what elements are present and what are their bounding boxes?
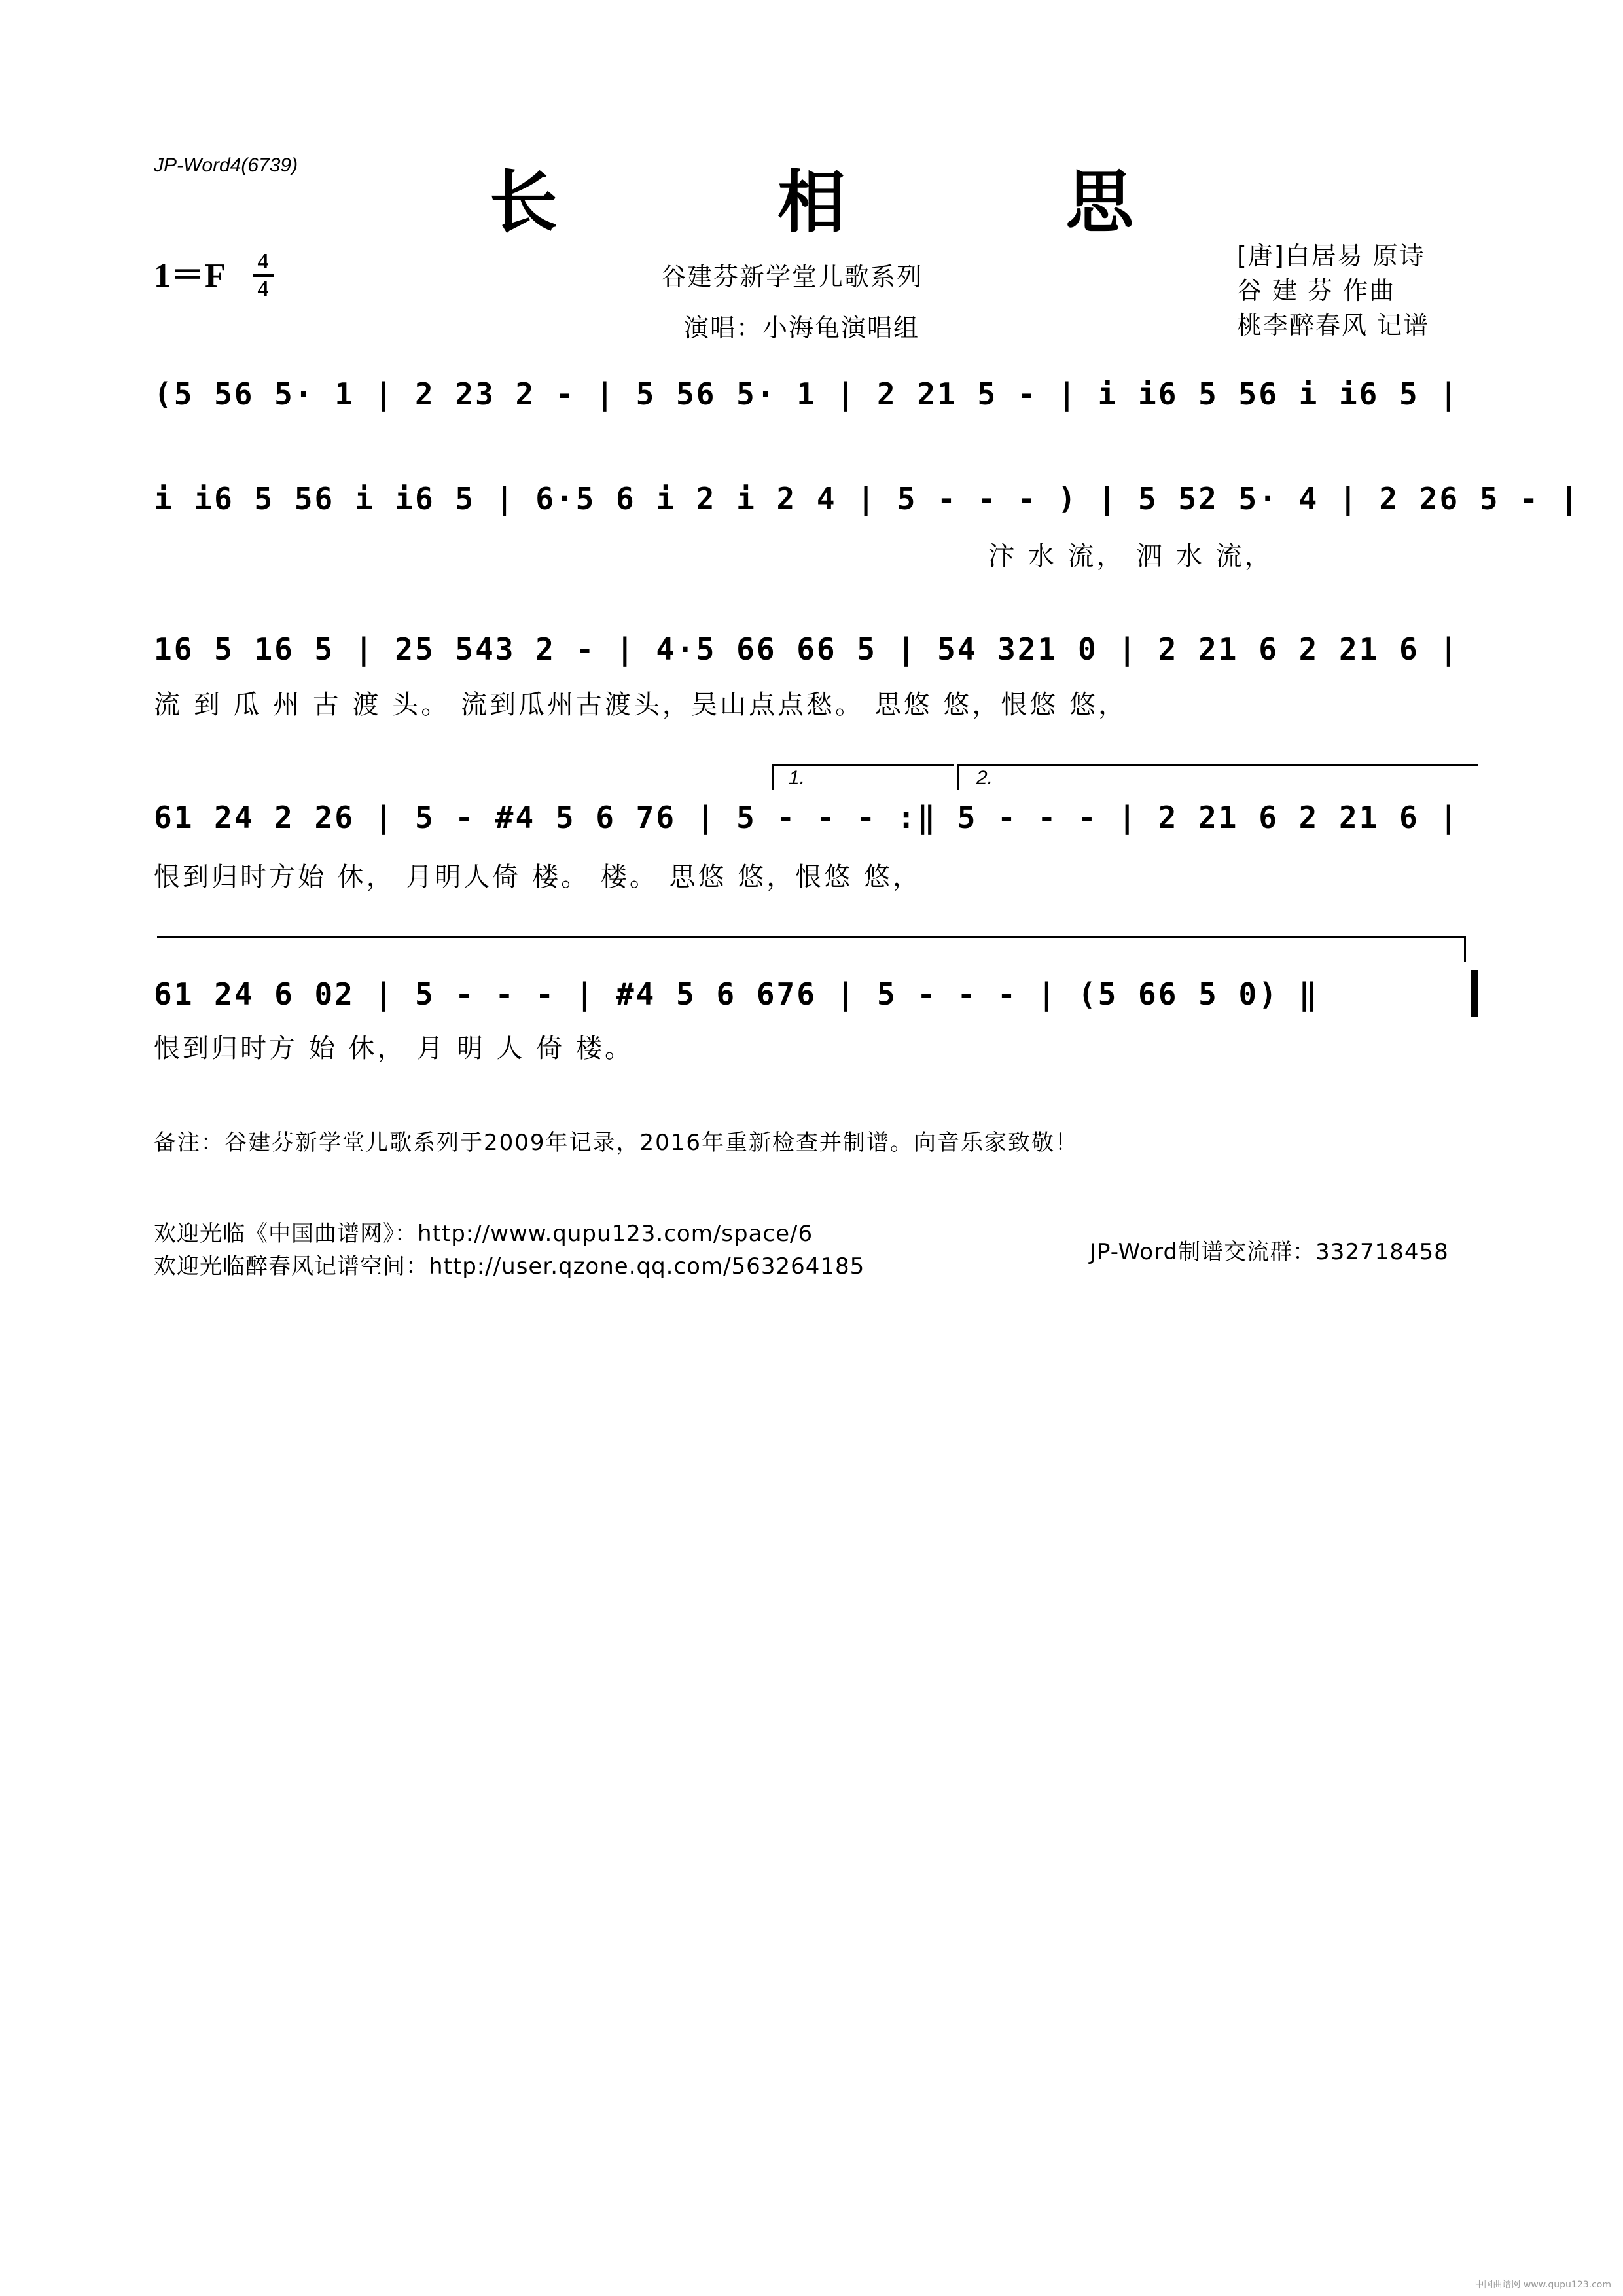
volta-1-bracket xyxy=(772,764,954,766)
time-signature-top: 4 xyxy=(257,249,269,274)
volta-2-hook xyxy=(957,764,959,790)
lyric-line-2: 汴 水 流， 泗 水 流， xyxy=(988,541,1274,571)
watermark-stamp: 中国曲谱网 www.qupu123.com xyxy=(1474,2280,1611,2290)
score-line-5: 61 24 6 02 | 5 - - - | #4 5 6 676 | 5 - - - | (5 66 5 0) ‖ xyxy=(154,977,1319,1012)
qupu-site-link[interactable]: 欢迎光临《中国曲谱网》：http://www.qupu123.com/space/6 xyxy=(154,1221,813,1247)
time-signature xyxy=(250,251,276,300)
remarks-note: 备注：谷建芬新学堂儿歌系列于2009年记录，2016年重新检查并制谱。向音乐家致敬！ xyxy=(154,1130,1079,1156)
lyric-line-3: 流 到 瓜 州 古 渡 头。 流到瓜州古渡头，吴山点点愁。 思悠 悠，恨悠 悠， xyxy=(154,690,1128,720)
software-label: JP-Word4(6739) xyxy=(154,154,298,176)
score-line-4: 61 24 2 26 | 5 - #4 5 6 76 | 5 - - - :‖ 5 - - - | 2 21 6 2 21 6 | xyxy=(154,800,1460,835)
credits-block xyxy=(1237,239,1429,343)
volta-continuation-hook xyxy=(1464,936,1466,962)
transcriber-credit: 桃李醉春风 记谱 xyxy=(1237,311,1430,340)
series-subtitle: 谷建芬新学堂儿歌系列 xyxy=(661,262,923,291)
time-signature-bottom: 4 xyxy=(257,277,269,301)
composer-credit: 谷 建 芬 作曲 xyxy=(1237,276,1396,305)
qzone-space-link[interactable]: 欢迎光临醉春风记谱空间：http://user.qzone.qq.com/563264185 xyxy=(154,1253,865,1280)
lyricist-credit: [唐]白居易 原诗 xyxy=(1237,242,1425,270)
volta-1-label: 1. xyxy=(789,767,806,789)
volta-continuation-line xyxy=(157,936,1466,938)
volta-2-bracket xyxy=(957,764,1478,766)
lyric-line-4: 恨到归时方始 休， 月明人倚 楼。 楼。 思悠 悠，恨悠 悠， xyxy=(154,862,922,892)
score-line-2: i i6 5 56 i i6 5 | 6·5 6 i 2 i 2 4 | 5 - - - ) | 5 52 5· 4 | 2 26 5 - | xyxy=(154,481,1580,516)
final-barline xyxy=(1471,970,1478,1017)
key-signature: 1＝F xyxy=(154,257,226,295)
score-line-1: (5 56 5· 1 | 2 23 2 - | 5 56 5· 1 | 2 21 5 - | i i6 5 56 i i6 5 | xyxy=(154,376,1460,412)
volta-2-label: 2. xyxy=(976,767,993,789)
song-title: 长 相 思 xyxy=(489,162,1232,242)
lyric-line-5: 恨到归时方 始 休， 月 明 人 倚 楼。 xyxy=(154,1033,634,1064)
singer-credit: 演唱：小海龟演唱组 xyxy=(684,314,920,342)
qq-group-info: JP-Word制谱交流群：332718458 xyxy=(1090,1239,1449,1265)
score-line-3: 16 5 16 5 | 25 543 2 - | 4·5 66 66 5 | 54 321 0 | 2 21 6 2 21 6 | xyxy=(154,632,1460,667)
volta-1-hook xyxy=(772,764,774,790)
footer-links xyxy=(154,1217,865,1283)
